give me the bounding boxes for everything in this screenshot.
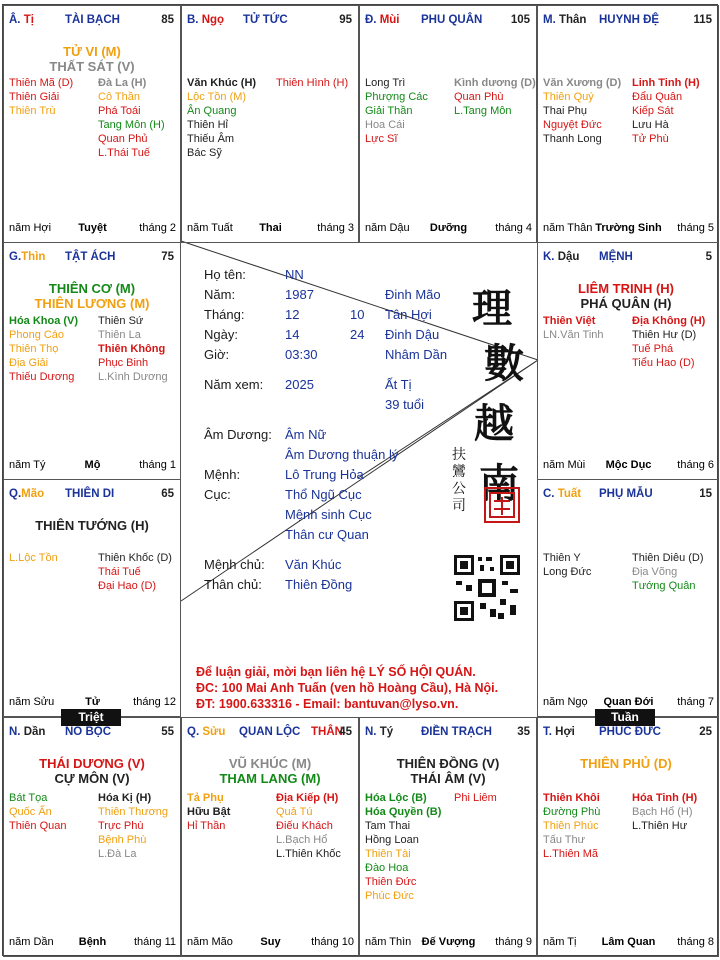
palace-suu[interactable]: Q. Sửu QUAN LỘC THÂN 45 VŨ KHÚC (M) THAM LANG (M) Tả Phụ Hữu Bật Hỉ Thần Địa Kiếp (H) Quả Tú Điếu Khách L.Bạch Hổ L.Thiên Khốc năm Mão Suy tháng 10 xyxy=(181,717,359,957)
minor-stars-right: Thiên Diêu (D) Địa Võng Tướng Quân xyxy=(632,552,704,592)
palace-ty2[interactable]: N. Tý ĐIỀN TRẠCH 35 THIÊN ĐỒNG (V) THÁI ÂM (V) Hóa Lộc (B) Hóa Quyền (B) Tam Thai Hồng Loan Thiên Tài Đào Hoa Thiên Đức Phúc Đức Phi Liêm năm Thìn Đế Vượng tháng 9 xyxy=(359,717,537,957)
year-label: Năm: xyxy=(204,287,236,302)
minor-stars-right: Thiên Sứ Thiên La Thiên Không Phục Binh L.Kình Dương xyxy=(98,315,168,383)
minor-stars-right: Đà La (H) Cô Thần Phá Toái Tang Môn (H) Quan Phủ L.Thái Tuế xyxy=(98,77,165,159)
major-star: THIÊN CƠ (M) xyxy=(48,281,136,296)
palace-mui[interactable]: Đ. Mùi PHU QUÂN 105 Long Trì Phượng Các Giải Thần Hoa Cái Lực Sĩ Kình dương (D) Quan Phù L.Tang Môn năm Dậu Dưỡng tháng 4 xyxy=(359,5,537,243)
contact-line-1: Để luận giải, mời bạn liên hệ LÝ SỐ HỘI QUÁN. xyxy=(196,665,476,679)
minor-stars-left: L.Lộc Tồn xyxy=(9,552,58,564)
tuan-tag: Tuần xyxy=(595,709,655,726)
palace-ngo[interactable]: B. Ngọ TỬ TỨC 95 Văn Khúc (H) Lộc Tồn (M) Ân Quang Thiên Hỉ Thiếu Âm Bác Sỹ Thiên Hình (H) năm Tuất Thai tháng 3 xyxy=(181,5,359,243)
palace-name: PHU QUÂN xyxy=(421,14,483,26)
view-year-value: 2025 xyxy=(285,377,314,392)
palace-stem: Â. xyxy=(9,14,21,26)
major-star: THAM LANG (M) xyxy=(219,771,321,786)
major-star: PHÁ QUÂN (H) xyxy=(580,296,672,311)
name-label: Họ tên: xyxy=(204,267,246,282)
palace-dan[interactable]: N. Dần NÔ BỘC 55 THÁI DƯƠNG (V) CỰ MÔN (V) Bát Tọa Quốc Ấn Thiên Quan Hóa Kị (H) Thiên Thương Trực Phù Bệnh Phù L.Đà La năm Dần Bệnh tháng 11 xyxy=(3,717,181,957)
palace-ty[interactable] xyxy=(3,5,181,243)
palace-number: 85 xyxy=(161,14,174,26)
name-value: NN xyxy=(285,267,304,282)
tuvi-chart-board xyxy=(2,4,718,956)
center-info xyxy=(184,247,540,721)
palace-name: TẬT ÁCH xyxy=(65,251,116,263)
view-year-canchi: Ất Tị xyxy=(385,377,412,392)
contact-address: ĐC: 100 Mai Anh Tuấn (ven hồ Hoàng Cầu), Hà Nội. xyxy=(196,681,499,695)
palace-mao[interactable]: Q.Mão THIÊN DI 65 THIÊN TƯỚNG (H) L.Lộc Tồn Thiên Khốc (D) Thái Tuế Đại Hao (D) năm Sửu Tử tháng 12 xyxy=(3,479,181,717)
minor-stars-left: Hóa Lộc (B) Hóa Quyền (B) Tam Thai Hồng Loan Thiên Tài Đào Hoa Thiên Đức Phúc Đức xyxy=(365,792,442,902)
major-star: LIÊM TRINH (H) xyxy=(577,281,675,296)
palace-hoi[interactable]: T. Hợi PHÚC ĐỨC 25 THIÊN PHỦ (D) Thiên Khôi Đường Phù Thiên Phúc Tấu Thư L.Thiên Mã Hóa Tinh (H) Bạch Hổ (H) L.Thiên Hư năm Tị Lâm Quan tháng 8 xyxy=(537,717,719,957)
major-star: THẤT SÁT (V) xyxy=(49,59,135,74)
amduong-relation: Âm Dương thuận lý xyxy=(285,447,399,462)
palace-dau[interactable]: K. Dậu MỆNH 5 LIÊM TRINH (H) PHÁ QUÂN (H) Thiên Việt LN.Văn Tinh Địa Không (H) Thiên Hư (D) Tuế Phá Tiểu Hao (D) năm Mùi Mộc Dục tháng 6 xyxy=(537,242,719,480)
palace-name: TỬ TỨC xyxy=(243,14,288,26)
thanchu-label: Thân chủ: xyxy=(204,577,262,592)
minor-stars-right: Thiên Hình (H) xyxy=(276,77,349,89)
palace-name: THIÊN DI xyxy=(65,488,115,500)
major-star: THÁI DƯƠNG (V) xyxy=(39,756,145,771)
menh-label: Mệnh: xyxy=(204,467,241,482)
palace-thin[interactable]: G.Thìn TẬT ÁCH 75 THIÊN CƠ (M) THIÊN LƯƠNG (M) Hóa Khoa (V) Phong Cáo Thiên Thọ Địa Giải Thiếu Dương Thiên Sứ Thiên La Thiên Không Phục Binh L.Kình Dương năm Tý Mộ tháng 1 xyxy=(3,242,181,480)
amduong-label: Âm Dương: xyxy=(204,427,272,442)
minor-stars-left: Thiên Mã (D) Thiên Giải Thiên Trù xyxy=(9,77,74,117)
palace-name: PHÚC ĐỨC xyxy=(599,726,661,738)
palace-name: NÔ BỘC xyxy=(65,726,111,738)
palace-stage: Tuyệt xyxy=(78,222,107,234)
major-star: CỰ MÔN (V) xyxy=(54,771,130,786)
palace-name: TÀI BẠCH xyxy=(65,14,120,26)
calligraphy-char: 越 xyxy=(474,400,514,447)
palace-name: ĐIỀN TRẠCH xyxy=(421,726,492,738)
major-star: THÁI ÂM (V) xyxy=(410,771,486,786)
palace-than[interactable]: M. Thân HUYNH ĐỆ 115 Văn Xương (D) Thiên Quý Thai Phụ Nguyệt Đức Thanh Long Linh Tinh (H) Đẩu Quân Kiếp Sát Lưu Hà Tử Phù năm Thân Trường Sinh tháng 5 xyxy=(537,5,719,243)
minor-stars-left: Long Trì Phượng Các Giải Thần Hoa Cái Lực Sĩ xyxy=(365,77,428,145)
palace-tuat[interactable]: C. Tuất PHỤ MẪU 15 Thiên Y Long Đức Thiên Diêu (D) Địa Võng Tướng Quân năm Ngọ Quan Đới tháng 7 xyxy=(537,479,719,717)
year-canchi: Đinh Mão xyxy=(385,287,441,302)
minor-stars-right: Kình dương (D) Quan Phù L.Tang Môn xyxy=(454,77,536,117)
minor-stars-left: Bát Tọa Quốc Ấn Thiên Quan xyxy=(9,792,67,832)
menhchu-label: Mệnh chủ: xyxy=(204,557,265,572)
minor-stars-left: Hóa Khoa (V) Phong Cáo Thiên Thọ Địa Giải Thiếu Dương xyxy=(9,315,79,383)
minor-stars-left: Thiên Khôi Đường Phù Thiên Phúc Tấu Thư L.Thiên Mã xyxy=(543,792,601,860)
triet-tag: Triệt xyxy=(61,709,121,726)
calligraphy-small: 扶 鸞 公 司 xyxy=(452,447,466,514)
minor-stars-right: Địa Kiếp (H) Quả Tú Điếu Khách L.Bạch Hổ L.Thiên Khốc xyxy=(276,792,341,860)
cuc-label: Cục: xyxy=(204,487,231,502)
year-value: 1987 xyxy=(285,287,314,302)
calligraphy-char: 數 xyxy=(484,340,524,387)
palace-year: năm Hợi xyxy=(9,222,52,234)
day-lunar: 24 xyxy=(350,327,365,342)
minor-stars-left: Thiên Y Long Đức xyxy=(543,552,592,578)
minor-stars-right: Hóa Kị (H) Thiên Thương Trực Phù Bệnh Phù L.Đà La xyxy=(98,792,169,860)
palace-name: HUYNH ĐỆ xyxy=(599,14,660,26)
thanchu-value: Thiên Đồng xyxy=(285,577,353,592)
than-marker: THÂN xyxy=(311,726,343,738)
palace-name: MỆNH xyxy=(599,251,633,263)
calligraphy-char: 理 xyxy=(472,285,512,332)
month-lunar: 10 xyxy=(350,307,365,322)
qr-code-icon[interactable] xyxy=(452,553,522,623)
menh-value: Lô Trung Hỏa xyxy=(285,467,364,482)
month-value: 12 xyxy=(285,307,300,322)
day-canchi: Đinh Dậu xyxy=(385,327,440,342)
age-value: 39 tuổi xyxy=(385,397,425,412)
seal-stamp-icon xyxy=(484,487,520,523)
major-star: TỬ VI (M) xyxy=(63,44,121,59)
month-canchi: Tân Hợi xyxy=(385,307,432,322)
minor-stars-right: Thiên Khốc (D) Thái Tuế Đại Hao (D) xyxy=(98,552,172,592)
minor-stars-left: Thiên Việt LN.Văn Tinh xyxy=(543,315,604,341)
view-year-label: Năm xem: xyxy=(204,377,264,392)
major-star: THIÊN TƯỚNG (H) xyxy=(35,518,149,533)
month-label: Tháng: xyxy=(204,307,245,322)
hour-label: Giờ: xyxy=(204,347,230,362)
minor-stars-left: Tả Phụ Hữu Bật Hỉ Thần xyxy=(187,792,231,832)
palace-name: QUAN LỘC xyxy=(239,726,301,738)
hour-canchi: Nhâm Dần xyxy=(385,347,448,362)
major-star: THIÊN ĐỒNG (V) xyxy=(396,756,500,771)
than-position: Thân cư Quan xyxy=(285,527,369,542)
palace-branch: Tị xyxy=(23,14,34,26)
calligraphy-char: 南 xyxy=(479,460,519,507)
minor-stars-right: Hóa Tinh (H) Bạch Hổ (H) L.Thiên Hư xyxy=(632,792,698,832)
minor-stars-right: Phi Liêm xyxy=(454,792,497,804)
day-label: Ngày: xyxy=(204,327,238,342)
contact-phone-email[interactable]: ĐT: 1900.633316 - Email: bantuvan@lyso.vn. xyxy=(196,697,459,711)
palace-month: tháng 2 xyxy=(139,222,176,234)
cuc-value: Thổ Ngũ Cục xyxy=(285,487,362,502)
minor-stars-right: Địa Không (H) Thiên Hư (D) Tuế Phá Tiểu Hao (D) xyxy=(632,315,706,369)
minor-stars-right: Linh Tinh (H) Đẩu Quân Kiếp Sát Lưu Hà Tử Phù xyxy=(632,77,700,145)
amduong-value: Âm Nữ xyxy=(285,427,327,442)
cuc-relation: Mệnh sinh Cục xyxy=(285,507,372,522)
major-star: VŨ KHÚC (M) xyxy=(228,756,312,771)
day-value: 14 xyxy=(285,327,300,342)
minor-stars-left: Văn Khúc (H) Lộc Tồn (M) Ân Quang Thiên Hỉ Thiếu Âm Bác Sỹ xyxy=(187,77,257,159)
major-star: THIÊN LƯƠNG (M) xyxy=(34,296,150,311)
major-star: THIÊN PHỦ (D) xyxy=(580,756,672,771)
menhchu-value: Văn Khúc xyxy=(285,557,342,572)
minor-stars-left: Văn Xương (D) Thiên Quý Thai Phụ Nguyệt Đức Thanh Long xyxy=(543,77,622,145)
hour-value: 03:30 xyxy=(285,347,318,362)
palace-name: PHỤ MẪU xyxy=(599,488,653,500)
